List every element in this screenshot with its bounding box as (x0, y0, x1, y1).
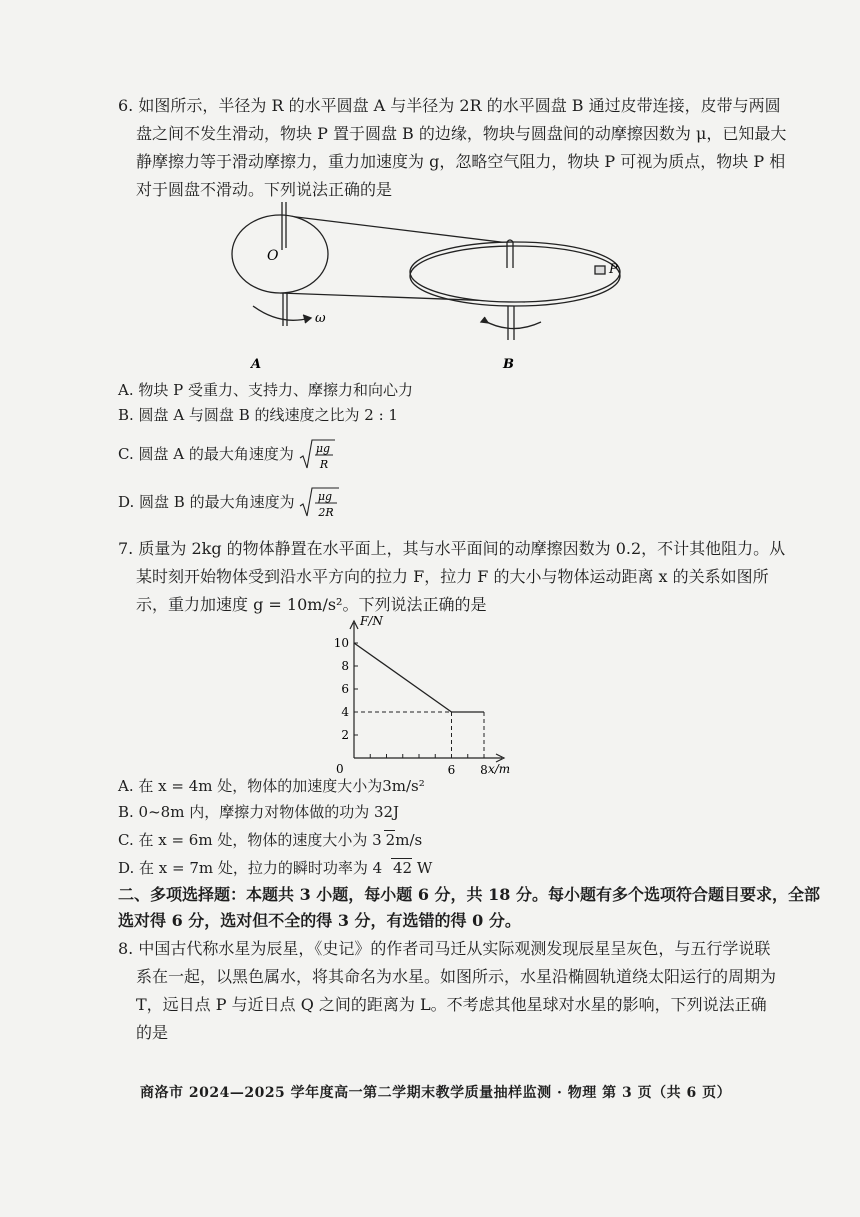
y-tick-label: 4 (341, 705, 349, 719)
q7-option-c-radical: 2 (385, 831, 396, 849)
sqrt-fraction-d (299, 486, 339, 520)
sqrt-fraction-c (299, 438, 335, 472)
q6-option-b: B. 圆盘 A 与圆盘 B 的线速度之比为 2 : 1 (118, 406, 398, 424)
section-2-heading: 二、多项选择题：本题共 3 小题，每小题 6 分，共 18 分。每小题有多个选项符合题目要求，全部 (118, 885, 820, 904)
chart-origin: 0 (336, 762, 344, 775)
q7-option-b: B. 0~8m 内，摩擦力对物体做的功为 32J (118, 803, 400, 821)
y-tick-label: 6 (341, 682, 349, 696)
q8-line-1: 8. 中国古代称水星为辰星，《史记》的作者司马迁从实际观测发现辰星呈灰色，与五行学说联 (118, 939, 771, 958)
q6-option-d-text: D. 圆盘 B 的最大角速度为 (118, 493, 295, 511)
q7-option-d (118, 858, 432, 878)
q7-force-distance-chart (330, 615, 530, 775)
y-tick-label: 10 (333, 636, 349, 650)
q7-line-2: 某时刻开始物体受到沿水平方向的拉力 F，拉力 F 的大小与物体运动距离 x 的关系如图所 (136, 567, 769, 586)
q6-line-3: 静摩擦力等于滑动摩擦力，重力加速度为 g，忽略空气阻力，物块 P 可视为质点，物块 P 相 (136, 152, 786, 171)
frac-c-den: R (319, 458, 328, 471)
label-a: A (251, 357, 262, 372)
chart-xlabel: x/m (488, 762, 511, 775)
q7-option-c-text: C. 在 x = 6m 处，物体的速度大小为 3 (118, 831, 382, 849)
q7-option-c-unit: m/s (395, 831, 423, 849)
section-2-heading-cont: 选对得 6 分，选对但不全的得 3 分，有选错的得 0 分。 (118, 911, 521, 930)
q8-line-3: T，远日点 P 与近日点 Q 之间的距离为 L。不考虑其他星球对水星的影响，下列说法正确 (136, 995, 767, 1014)
label-p: P (609, 262, 618, 277)
q6-option-c-text: C. 圆盘 A 的最大角速度为 (118, 445, 294, 463)
q6-line-1: 6. 如图所示，半径为 R 的水平圆盘 A 与半径为 2R 的水平圆盘 B 通过皮带连接，皮带与两圆 (118, 96, 781, 115)
y-tick-label: 2 (341, 728, 349, 742)
q7-option-d-radical: 42 (393, 859, 413, 877)
q6-line-4: 对于圆盘不滑动。下列说法正确的是 (136, 180, 393, 199)
force-series-line (354, 643, 484, 712)
y-tick-label: 8 (341, 659, 349, 673)
chart-labels (334, 636, 488, 775)
q6-option-c (118, 438, 335, 472)
q7-option-d-text: D. 在 x = 7m 处，拉力的瞬时功率为 4 (118, 859, 383, 877)
label-b: B (503, 357, 514, 372)
q6-disk-figure (225, 198, 645, 373)
label-omega: ω (315, 311, 326, 326)
frac-d-den: 2R (318, 506, 335, 519)
chart-guides (354, 712, 484, 758)
q7-option-c (118, 830, 422, 850)
x-tick-label: 8 (480, 763, 488, 775)
chart-ylabel: F/N (360, 615, 383, 628)
chart-axes (350, 621, 504, 762)
q6-option-a: A. 物块 P 受重力、支持力、摩擦力和向心力 (118, 381, 413, 399)
q7-line-1: 7. 质量为 2kg 的物体静置在水平面上，其与水平面间的动摩擦因数为 0.2，不计其他阻力。从 (118, 539, 786, 558)
q8-line-4: 的是 (136, 1023, 169, 1042)
x-tick-label: 6 (447, 763, 456, 775)
label-o: O (267, 248, 279, 264)
q7-line-3: 示，重力加速度 g = 10m/s²。下列说法正确的是 (136, 595, 487, 614)
chart-marks (354, 643, 484, 712)
q7-option-d-unit: W (416, 859, 433, 877)
frac-c-num: μg (315, 442, 330, 455)
page-footer: 商洛市 2024—2025 学年度高一第二学期末教学质量抽样监测 · 物理 第 3 页（共 6 页） (140, 1085, 732, 1101)
q8-line-2: 系在一起，以黑色属水，将其命名为水星。如图所示，水星沿椭圆轨道绕太阳运行的周期为 (136, 967, 777, 986)
q6-line-2: 盘之间不发生滑动，物块 P 置于圆盘 B 的边缘，物块与圆盘间的动摩擦因数为 μ，已知最大 (136, 124, 787, 143)
frac-d-num: μg (318, 490, 333, 503)
q6-option-d (118, 486, 339, 520)
q7-option-a: A. 在 x = 4m 处，物体的加速度大小为3m/s² (118, 777, 425, 795)
